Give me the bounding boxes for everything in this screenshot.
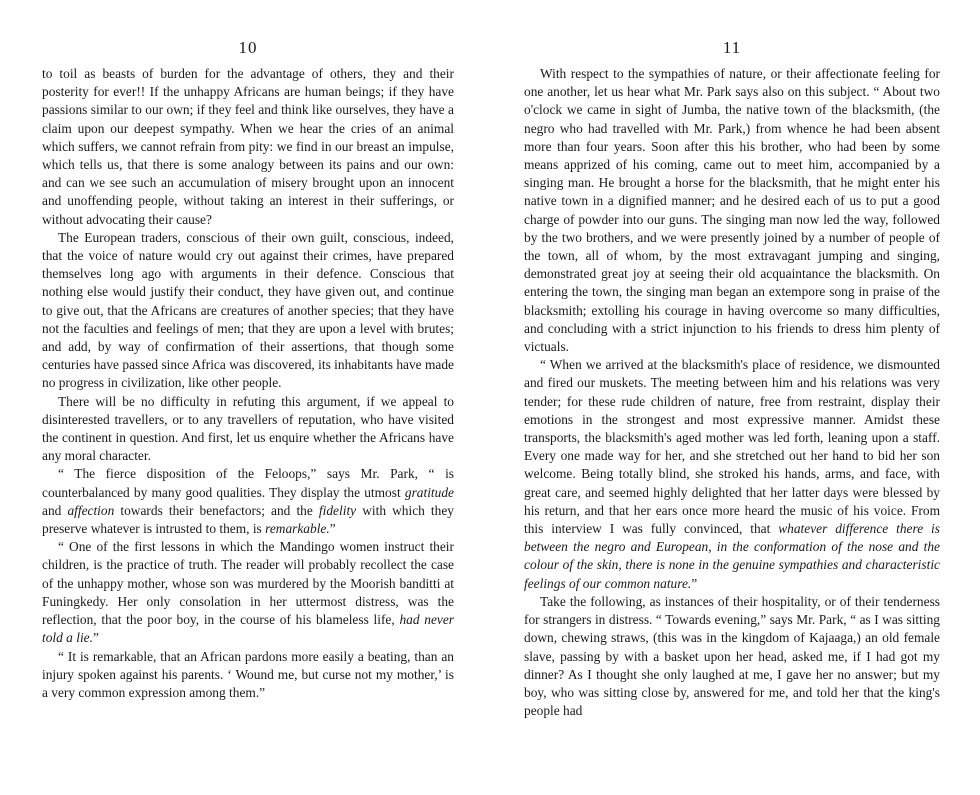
left-page-number: 10 xyxy=(238,38,258,57)
right-paragraph-2: “ When we arrived at the blacksmith's place of residence, we dismounted and fired our muskets. The meeting between him and his relations was very tender; for these rude children of nature, free from restraint, display their emotions in the strongest and most expressive manner. Amidst these transports, the blacksmith's aged mother was led forth, leaning upon a staff. Every one made way for her, and she stretched out her hand to bid her son welcome. Being totally blind, she stroked his hands, arms, and face, with great care, and seemed highly delighted that her latter days were blessed by his return, and that her ears once more heard the music of his voice. From this interview I was fully convinced, that whatever difference there is between the negro and European, in the conformation of the nose and the colour of the skin, there is none in the genuine sympathies and characteristic feelings of our common nature.” xyxy=(524,357,940,591)
right-page-text xyxy=(524,65,940,720)
left-paragraph-4: “ The fierce disposition of the Feloops,” says Mr. Park, “ is counterbalanced by many good qualities. They display the utmost gratitude and affection towards their benefactors; and the fidelity with which they preserve whatever is intrusted to them, is remarkable.” xyxy=(42,466,454,537)
right-page xyxy=(524,0,940,795)
left-page xyxy=(42,0,454,795)
left-paragraph-1: to toil as beasts of burden for the advantage of others, they and their posterity for ever!! If the unhappy Africans are human beings; if they have passions similar to our own; if they feel and think like ourselves, they have a claim upon our deepest sympathy. When we hear the cries of an animal which suffers, we cannot refrain from pity: we find in our breast an impulse, which tells us, that there is some analogy between its pains and our own: and can we see such an accumulation of misery brought upon an innocent and unoffending people, without taking an interest in their sufferings, or without advocating their cause? xyxy=(42,66,454,227)
left-page-text xyxy=(42,65,454,702)
left-paragraph-5: “ One of the first lessons in which the Mandingo women instruct their children, is the practice of truth. The reader will probably recollect the case of the unhappy mother, whose son was murdered by the Moorish banditti at Funingkedy. Her only consolation in her uttermost distress, was the reflection, that the poor boy, in the course of his blameless life, had never told a lie.” xyxy=(42,539,455,646)
left-paragraph-3: There will be no difficulty in refuting this argument, if we appeal to disinterested travellers, or to any travellers of reputation, who have visited the continent in question. And first, let us enquire whether the Africans have any moral character. xyxy=(42,393,454,464)
left-paragraph-2: The European traders, conscious of their own guilt, conscious, indeed, that the voice of nature would cry out against their crimes, have prepared themselves long ago with arguments in their defence. Conscious that nothing else would justify their conduct, they have given out, and continue to give out, that the Africans are creatures of another species; that they have not the faculties and feelings of men; that they are upon a level with brutes; and add, by way of confirmation of their assertions, that though some centuries have passed since Africa was discovered, its inhabitants have made no progress in civilization, like other people. xyxy=(42,229,454,391)
book-gutter xyxy=(488,0,489,795)
right-page-number: 11 xyxy=(722,38,742,57)
right-paragraph-3: Take the following, as instances of their hospitality, or of their tenderness for strangers in distress. “ Towards evening,” says Mr. Park, “ as I was sitting down, chewing straws, (this was in the kingdom of Kajaaga,) an old female slave, passing by with a basket upon her head, asked me, if I had got my dinner? As I thought she only laughed at me, I gave her no answer; but my boy, who was sitting close by, answered for me, and told her that the king's people had xyxy=(524,593,940,719)
left-paragraph-6: “ It is remarkable, that an African pardons more easily a beating, than an injury spoken against his parents. ‘ Wound me, but curse not my mother,’ is a very common expression among them.” xyxy=(42,648,454,700)
right-paragraph-1: With respect to the sympathies of nature, or their affectionate feeling for one another, let us hear what Mr. Park says also on this subject. “ About two o'clock we came in sight of Jumba, the native town of the blacksmith, (the negro who had travelled with Mr. Park,) from whence he had been absent more than four years. Soon after this his brother, who had been by some means apprized of his coming, came out to meet him, accompanied by a singing man. He brought a horse for the blacksmith, that he might enter his native town in a dignified manner; and he desired each of us to put a good charge of powder into our guns. The singing man now led the way, followed by the two brothers, and we were presently joined by a number of people of the town, all of whom, by the most extravagant jumping and singing, demonstrated great joy at seeing their old acquaintance the blacksmith. On entering the town, the singing man began an extempore song in praise of the blacksmith; extolling his courage in having overcome so many difficulties, and concluding with a strict injunction to his friends to dress him plenty of victuals. xyxy=(524,66,940,355)
